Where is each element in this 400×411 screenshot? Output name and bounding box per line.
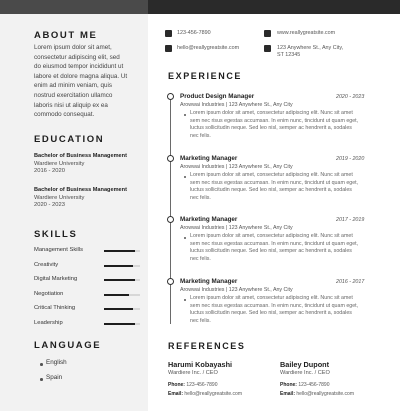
job-company: Arowwai Industries | 123 Anywhere St., Any City <box>180 164 293 170</box>
reference-name: Harumi Kobayashi <box>168 360 233 369</box>
skill-bar-fill <box>104 323 135 325</box>
skill-label: Creativity <box>34 261 59 268</box>
contact-address: ST 12345 <box>277 52 301 58</box>
language-item: English <box>46 359 67 366</box>
skill-bar-fill <box>104 294 129 296</box>
job-dates: 2017 - 2019 <box>336 216 365 223</box>
skill-label: Critical Thinking <box>34 305 76 311</box>
education-school: Wardiere University <box>34 161 85 167</box>
reference-email: Email: hello@reallygreatsite.com <box>280 391 355 397</box>
job-description: Lorem ipsum dolor sit amet, consectetur adipiscing elit. Nunc sit amet sem nec risus egestas accumsan. In enim nunc, tincidunt ut quam eget, luctus sollicitudin neque. Sed leo nisl, semper ac hendrerit a, sodales nec felis. <box>190 295 359 324</box>
education-degree: Bachelor of Business Management <box>34 187 127 193</box>
top-bar <box>0 0 400 14</box>
job-description: Lorem ipsum dolor sit amet, consectetur adipiscing elit. Nunc sit amet sem nec risus egestas accumsan. In enim nunc, tincidunt ut quam eget, luctus sollicitudin neque. Sed leo nisl, semper ac hendrerit a, sodales nec felis. <box>190 110 359 139</box>
skills-heading: SKILLS <box>34 229 78 240</box>
job-company: Arowwai Industries | 123 Anywhere St., Any City <box>180 102 293 108</box>
reference-role: Wardiere Inc. / CEO <box>168 370 218 376</box>
job-dates: 2019 - 2020 <box>336 155 365 162</box>
reference-name: Bailey Dupont <box>280 360 330 369</box>
job-title: Marketing Manager <box>180 155 238 162</box>
contact-email[interactable]: hello@reallygreatsite.com <box>177 45 240 51</box>
bullet-dot <box>184 299 186 301</box>
language-heading: LANGUAGE <box>34 340 102 351</box>
phone-icon <box>165 30 172 37</box>
experience-heading: EXPERIENCE <box>168 71 243 81</box>
skill-bar <box>104 279 140 281</box>
education-heading: EDUCATION <box>34 134 105 145</box>
location-icon <box>264 45 271 52</box>
language-item: Spain <box>46 374 63 381</box>
job-dates: 2020 - 2023 <box>336 93 365 100</box>
skill-bar-fill <box>104 279 135 281</box>
timeline-dot <box>167 278 174 285</box>
skill-label: Management Skills <box>34 247 83 253</box>
contact-website[interactable]: www.reallygreatsite.com <box>277 30 336 36</box>
job-title: Marketing Manager <box>180 216 238 223</box>
job-dates: 2016 - 2017 <box>336 278 365 285</box>
references-heading: REFERENCES <box>168 341 246 351</box>
job-company: Arowwai Industries | 123 Anywhere St., Any City <box>180 287 293 293</box>
contact-address: 123 Anywhere St., Any City, <box>277 45 344 51</box>
education-years: 2016 - 2020 <box>34 168 65 174</box>
skill-label: Negotiation <box>34 290 64 297</box>
skill-bar-fill <box>104 265 133 267</box>
skill-bar <box>104 323 140 325</box>
reference-role: Wardiere Inc. / CEO <box>280 370 330 376</box>
bullet-dot <box>40 363 43 366</box>
mail-icon <box>165 45 172 52</box>
main-column <box>148 14 400 411</box>
bullet-dot <box>184 176 186 178</box>
education-school: Wardiere University <box>34 195 85 201</box>
reference-phone: Phone: 123-456-7890 <box>168 382 218 388</box>
job-title: Marketing Manager <box>180 278 238 285</box>
about-text: Lorem ipsum dolor sit amet, consectetur adipiscing elit, sed do eiusmod tempor incididunt ut labore et dolore magna aliqua. Ut enim ad minim veniam, quis nostrud exercitation ullamco laboris nisi ut aliquip ex ea commodo consequat. <box>34 44 128 119</box>
skill-label: Digital Marketing <box>34 276 78 282</box>
skill-bar <box>104 294 140 296</box>
skill-bar <box>104 308 140 310</box>
job-title: Product Design Manager <box>180 93 255 100</box>
education-degree: Bachelor of Business Management <box>34 153 127 159</box>
bullet-dot <box>40 378 43 381</box>
timeline-line <box>170 96 171 324</box>
skill-label: Leadership <box>34 319 63 326</box>
sidebar <box>0 14 148 411</box>
timeline-dot <box>167 216 174 223</box>
job-description: Lorem ipsum dolor sit amet, consectetur adipiscing elit. Nunc sit amet sem nec risus egestas accumsan. In enim nunc, tincidunt ut quam eget, luctus sollicitudin neque. Sed leo nisl, semper ac hendrerit a, sodales nec felis. <box>190 233 359 262</box>
bullet-dot <box>184 237 186 239</box>
reference-phone: Phone: 123-456-7890 <box>280 382 330 388</box>
timeline-dot <box>167 155 174 162</box>
globe-icon <box>264 30 271 37</box>
skill-bar-fill <box>104 308 133 310</box>
contact-phone[interactable]: 123-456-7890 <box>177 30 211 36</box>
timeline-dot <box>167 93 174 100</box>
job-company: Arowwai Industries | 123 Anywhere St., Any City <box>180 225 293 231</box>
job-description: Lorem ipsum dolor sit amet, consectetur adipiscing elit. Nunc sit amet sem nec risus egestas accumsan. In enim nunc, tincidunt ut quam eget, luctus sollicitudin neque. Sed leo nisl, semper ac hendrerit a, sodales nec felis. <box>190 172 359 201</box>
bullet-dot <box>184 114 186 116</box>
skill-bar <box>104 250 140 252</box>
about-heading: ABOUT ME <box>34 30 98 41</box>
skill-bar-fill <box>104 250 135 252</box>
skill-bar <box>104 265 140 267</box>
reference-email: Email: hello@reallygreatsite.com <box>168 391 243 397</box>
education-years: 2020 - 2023 <box>34 202 65 208</box>
